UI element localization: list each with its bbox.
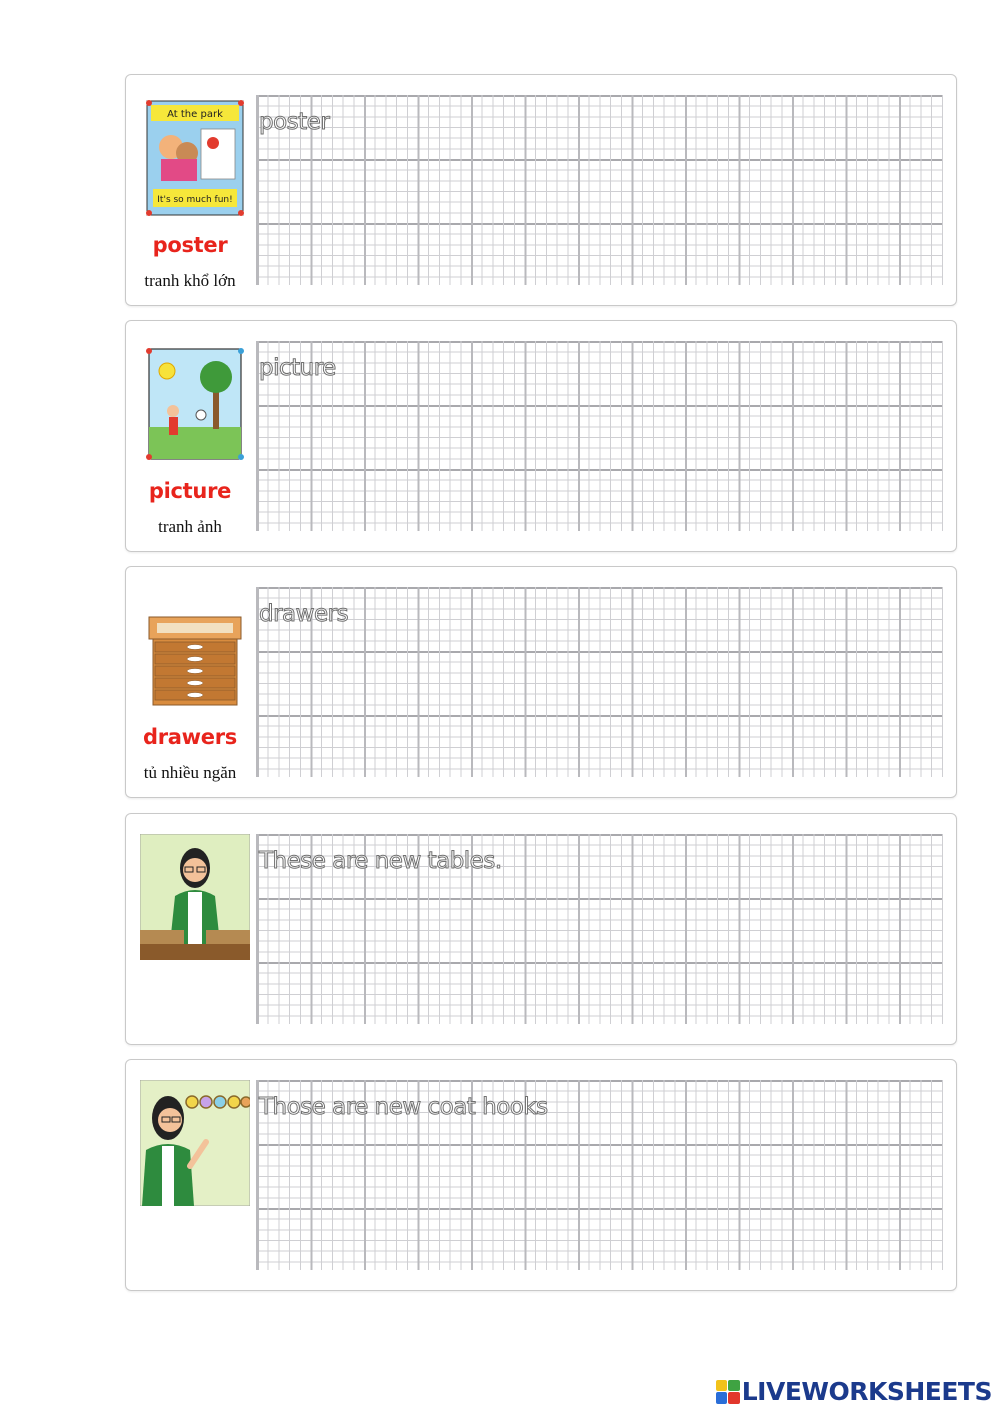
poster-art-title: At the park — [167, 109, 223, 120]
vocab-card-poster — [125, 74, 957, 306]
poster-art-caption: It's so much fun! — [157, 195, 233, 205]
teacher-coat-hooks-illustration-icon — [140, 1080, 250, 1206]
teacher-tables-illustration-icon — [140, 834, 250, 960]
handwriting-grid[interactable] — [256, 1080, 943, 1270]
liveworksheets-logo-icon — [716, 1380, 740, 1404]
poster-illustration-icon — [143, 95, 247, 221]
trace-text: drawers — [259, 601, 349, 627]
vocab-meaning: tranh khổ lớn — [144, 271, 236, 290]
sentence-card-tables — [125, 813, 957, 1045]
vocab-meaning: tranh ảnh — [158, 517, 222, 536]
handwriting-grid[interactable] — [256, 587, 943, 777]
vocab-card-picture — [125, 320, 957, 552]
handwriting-grid[interactable] — [256, 834, 943, 1024]
picture-illustration-icon — [143, 341, 247, 467]
liveworksheets-logo — [716, 1377, 992, 1406]
sentence-card-coat-hooks — [125, 1059, 957, 1291]
vocab-word: drawers — [143, 725, 237, 749]
drawers-illustration-icon — [143, 587, 247, 713]
vocab-card-drawers — [125, 566, 957, 798]
vocab-word: picture — [148, 479, 232, 503]
handwriting-grid[interactable] — [256, 95, 943, 285]
trace-text: These are new tables. — [259, 848, 502, 874]
vocab-meaning: tủ nhiều ngăn — [143, 763, 237, 782]
trace-text: picture — [259, 355, 336, 381]
trace-text: poster — [259, 109, 330, 135]
handwriting-grid[interactable] — [256, 341, 943, 531]
brand-name: LIVEWORKSHEETS — [741, 1377, 992, 1406]
vocab-word: poster — [152, 233, 228, 257]
trace-text: Those are new coat hooks — [259, 1094, 548, 1120]
